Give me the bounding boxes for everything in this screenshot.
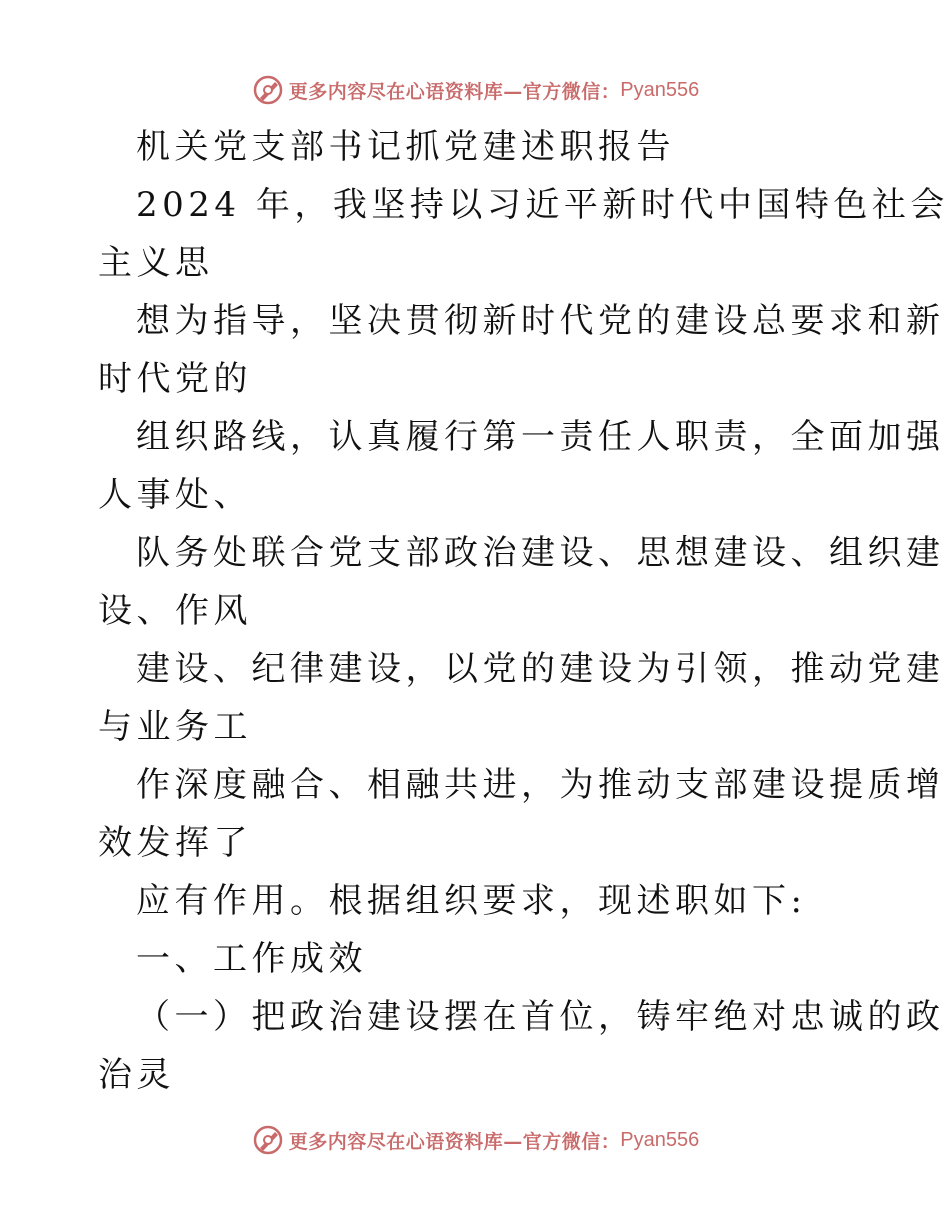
text-line: 主义思 (98, 243, 214, 283)
text-line: 想为指导，坚决贯彻新时代党的建设总要求和新 (136, 301, 945, 341)
section-heading: 一、工作成效 (136, 939, 367, 979)
red-pen-seal-icon (251, 1123, 285, 1157)
text-line: 作深度融合、相融共进，为推动支部建设提质增 (136, 765, 945, 805)
text-line: 队务处联合党支部政治建设、思想建设、组织建 (136, 533, 945, 573)
watermark-text: 更多内容尽在心语资料库—官方微信： (288, 80, 621, 103)
text-line: 组织路线，认真履行第一责任人职责，全面加强 (136, 417, 945, 457)
watermark-footer (0, 1120, 950, 1160)
text-line: 人事处、 (98, 475, 252, 515)
text-line: 与业务工 (98, 707, 252, 747)
watermark-header (0, 70, 950, 110)
document-title: 机关党支部书记抓党建述职报告 (136, 127, 675, 167)
subsection-heading: （一）把政治建设摆在首位，铸牢绝对忠诚的政 (136, 997, 945, 1037)
watermark-id: Pyan556 (620, 1128, 700, 1151)
text-line: 效发挥了 (98, 823, 252, 863)
text-line: 设、作风 (98, 591, 252, 631)
text-line: 时代党的 (98, 359, 252, 399)
watermark-text: 更多内容尽在心语资料库—官方微信： (288, 1130, 621, 1153)
watermark-id: Pyan556 (620, 78, 700, 101)
red-pen-seal-icon (251, 73, 285, 107)
text-line: 治灵 (98, 1055, 175, 1095)
text-line: 2024 年，我坚持以习近平新时代中国特色社会 (136, 185, 949, 225)
document-body (98, 118, 949, 1104)
text-line: 应有作用。根据组织要求，现述职如下: (136, 881, 807, 921)
text-line: 建设、纪律建设，以党的建设为引领，推动党建 (136, 649, 945, 689)
